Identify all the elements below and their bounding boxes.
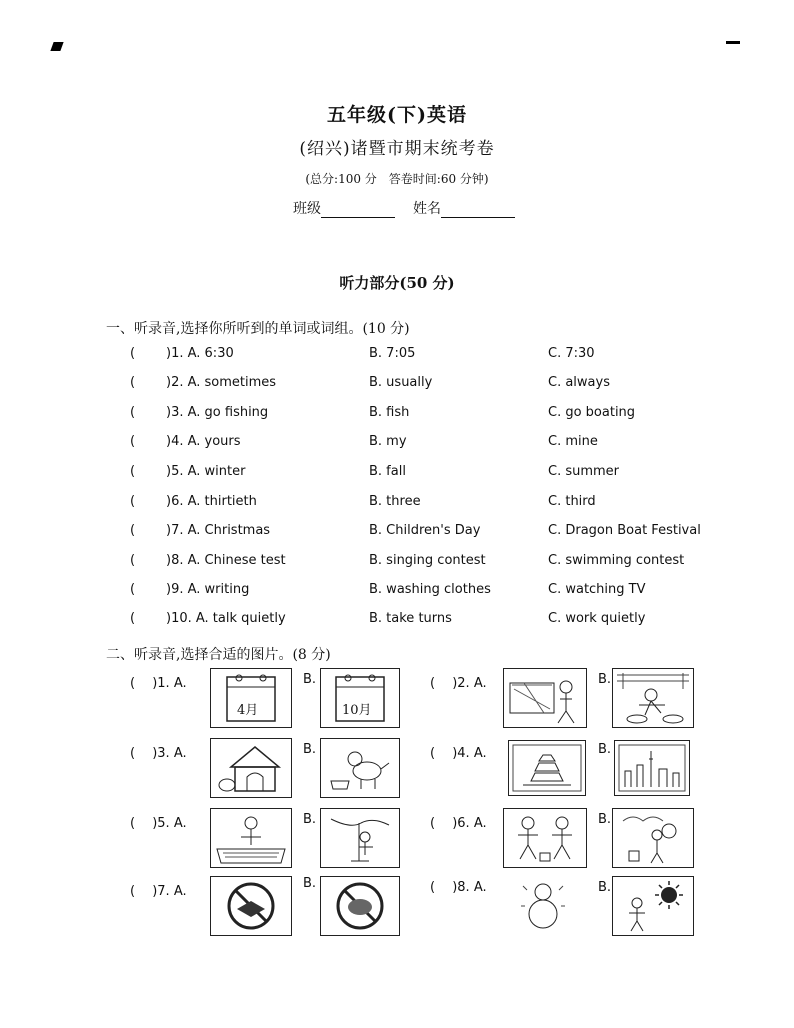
option-a: )3. A. go fishing (166, 405, 269, 420)
option-c: C. watching TV (548, 582, 646, 597)
q5-b-label: B. (303, 812, 317, 827)
q6-b-label: B. (598, 812, 612, 827)
option-b: B. washing clothes (369, 582, 491, 597)
option-b: B. fall (369, 464, 406, 479)
question-row (0, 375, 794, 395)
option-b: B. my (369, 434, 407, 449)
section1-title: 一、听录音,选择你所听到的单词或词组。(10 分) (106, 321, 410, 337)
class-name-line (293, 198, 533, 218)
q4-b-label: B. (598, 742, 612, 757)
page-title: 五年级(下)英语 (327, 104, 467, 126)
question-row (0, 611, 794, 631)
option-a: )8. A. Chinese test (166, 553, 286, 568)
class-label: 班级 (293, 201, 321, 217)
answer-bracket[interactable]: ( (130, 375, 136, 390)
answer-bracket[interactable]: ( (130, 523, 136, 538)
answer-bracket[interactable]: ( (130, 494, 136, 509)
q8-b-label: B. (598, 880, 612, 895)
answer-bracket[interactable]: ( (130, 582, 136, 597)
q2-option-b-washing-image[interactable] (612, 668, 694, 728)
answer-bracket[interactable]: ( (130, 553, 136, 568)
question-row (0, 582, 794, 602)
option-b: B. three (369, 494, 421, 509)
q1-a-month: 4月 (237, 703, 259, 718)
option-a: )2. A. sometimes (166, 375, 277, 390)
pic-question-2: ( )2. A. (430, 676, 487, 691)
option-a: )1. A. 6:30 (166, 346, 234, 361)
pic-question-8: ( )8. A. (430, 880, 487, 895)
pic-question-5: ( )5. A. (130, 816, 187, 831)
option-c: C. mine (548, 434, 598, 449)
q2-option-a-washing-image[interactable] (503, 668, 587, 728)
answer-bracket[interactable]: ( (130, 405, 136, 420)
option-c: C. always (548, 375, 610, 390)
q1-b-month: 10月 (342, 703, 372, 718)
answer-bracket[interactable]: ( (130, 346, 136, 361)
option-c: C. Dragon Boat Festival (548, 523, 701, 538)
q3-option-b-dog-eating-image[interactable] (320, 738, 400, 798)
answer-bracket[interactable]: ( (130, 464, 136, 479)
option-c: C. swimming contest (548, 553, 685, 568)
pic-question-7: ( )7. A. (130, 884, 187, 899)
option-c: C. 7:30 (548, 346, 595, 361)
question-row (0, 464, 794, 484)
q7-option-a-no-books-sign-image[interactable] (210, 876, 292, 936)
class-blank[interactable] (321, 203, 395, 218)
pic-question-1: ( )1. A. (130, 676, 187, 691)
q7-option-b-no-food-sign-image[interactable] (320, 876, 400, 936)
q3-option-a-doghouse-image[interactable] (210, 738, 292, 798)
pic-question-3: ( )3. A. (130, 746, 187, 761)
question-row (0, 434, 794, 454)
question-row (0, 523, 794, 543)
option-b: B. fish (369, 405, 410, 420)
question-row (0, 405, 794, 425)
q6-option-a-kids-playing-image[interactable] (503, 808, 587, 868)
section2-title: 二、听录音,选择合适的图片。(8 分) (106, 647, 331, 663)
option-c: C. third (548, 494, 596, 509)
pic-question-4: ( )4. A. (430, 746, 487, 761)
option-c: C. go boating (548, 405, 636, 420)
option-c: C. work quietly (548, 611, 646, 626)
exam-info: (总分:100 分 答卷时间:60 分钟) (305, 172, 489, 186)
answer-bracket[interactable]: ( (130, 434, 136, 449)
q5-option-a-harvest-image[interactable] (210, 808, 292, 868)
q1-option-b-calendar-image[interactable] (320, 668, 400, 728)
pic-question-6: ( )6. A. (430, 816, 487, 831)
name-blank[interactable] (441, 203, 515, 218)
q1-option-a-calendar-image[interactable] (210, 668, 292, 728)
q2-b-label: B. (598, 672, 612, 687)
option-a: )7. A. Christmas (166, 523, 271, 538)
q8-option-a-snowman-image[interactable] (503, 876, 585, 934)
option-b: B. take turns (369, 611, 452, 626)
q8-option-b-sunny-image[interactable] (612, 876, 694, 936)
q7-b-label: B. (303, 876, 317, 891)
name-label: 姓名 (413, 201, 441, 217)
q1-b-label: B. (303, 672, 317, 687)
page-subtitle: (绍兴)诸暨市期末统考卷 (299, 139, 495, 159)
option-b: B. Children's Day (369, 523, 481, 538)
option-b: B. usually (369, 375, 433, 390)
option-c: C. summer (548, 464, 620, 479)
q5-option-b-tree-image[interactable] (320, 808, 400, 868)
option-b: B. singing contest (369, 553, 486, 568)
question-row (0, 553, 794, 573)
q6-option-b-beach-image[interactable] (612, 808, 694, 868)
q4-option-b-city-image[interactable] (614, 740, 690, 796)
answer-bracket[interactable]: ( (130, 611, 136, 626)
scan-mark-right (726, 41, 740, 44)
option-a: )6. A. thirtieth (166, 494, 257, 509)
question-row (0, 494, 794, 514)
option-a: )10. A. talk quietly (166, 611, 286, 626)
question-row (0, 346, 794, 366)
q3-b-label: B. (303, 742, 317, 757)
option-b: B. 7:05 (369, 346, 416, 361)
option-a: )4. A. yours (166, 434, 241, 449)
option-a: )5. A. winter (166, 464, 246, 479)
scan-mark-left (50, 42, 63, 51)
part-title: 听力部分(50 分) (339, 274, 455, 292)
q4-option-a-temple-image[interactable] (508, 740, 586, 796)
option-a: )9. A. writing (166, 582, 250, 597)
